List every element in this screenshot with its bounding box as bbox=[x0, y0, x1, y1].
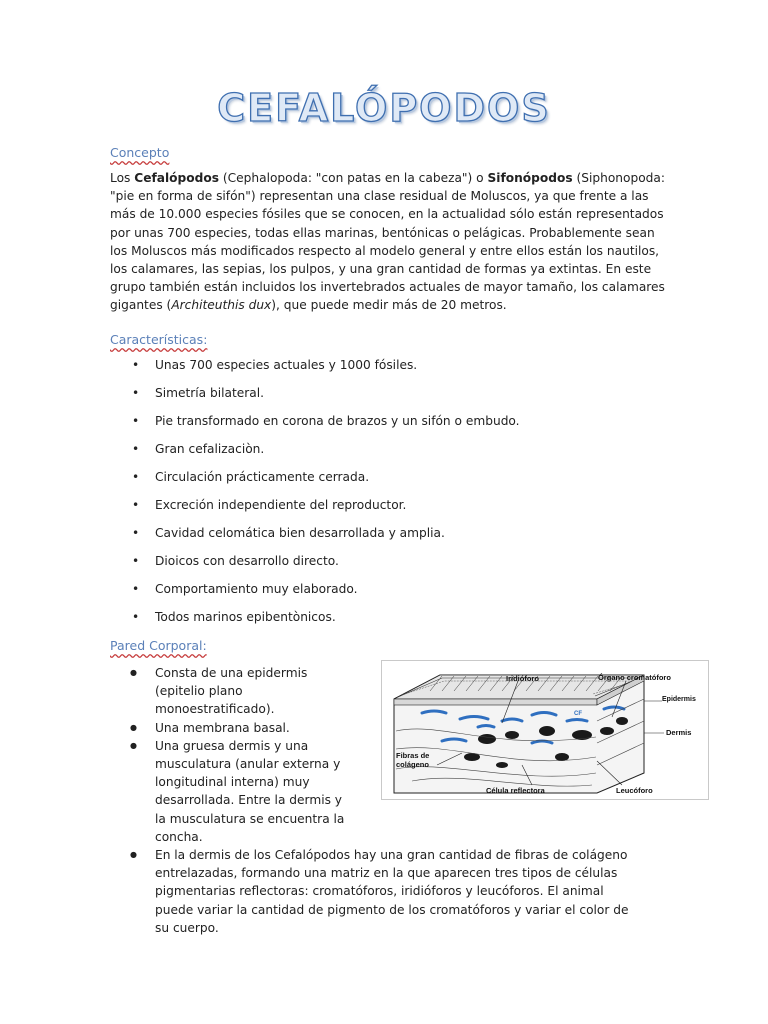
label-epidermis: Epidermis bbox=[662, 696, 696, 703]
list-item: ● Consta de una epidermis (epitelio plano monoestratificado). bbox=[110, 664, 355, 719]
heading-caracteristicas: Características: bbox=[110, 332, 208, 347]
page-title: CEFALÓPODOS bbox=[217, 86, 551, 130]
list-item: • Pie transformado en corona de brazos y un sifón o embudo. bbox=[110, 413, 520, 441]
label-organo-cromatoforo: Órgano cromatóforo bbox=[598, 673, 671, 682]
label-fibras-colageno: Fibras de colágeno bbox=[396, 751, 430, 769]
list-item: • Cavidad celomática bien desarrollada y amplia. bbox=[110, 525, 520, 553]
caracteristicas-list bbox=[110, 357, 520, 637]
term-sifonopodos: Sifonópodos bbox=[487, 171, 573, 185]
label-leucoforo: Leucóforo bbox=[616, 786, 653, 795]
label-cf: CF bbox=[574, 711, 582, 717]
list-item: • Comportamiento muy elaborado. bbox=[110, 581, 520, 609]
label-dermis: Dermis bbox=[666, 728, 692, 737]
concepto-paragraph: Los Cefalópodos (Cephalopoda: "con patas en la cabeza") o Sifonópodos (Siphonopoda: "pie en forma de sifón") representan una clase residual de Moluscos, ya que frente a las más de 10.000 especies fósiles que se conocen, en la actualidad sólo están representados por unas 700 especies, todas ellas marinas, bentónicas o pelágicas. Probablemente sean los Moluscos más modificados respecto al modelo general y entre ellos están los nautilos, los calamares, las sepias, los pulpos, y una gran cantidad de formas ya extintas. En este grupo también están incluidos los invertebrados actuales de mayor tamaño, los calamares gigantes (Architeuthis dux), que puede medir más de 20 metros. bbox=[110, 171, 665, 313]
list-item: • Gran cefalizaciòn. bbox=[110, 441, 520, 469]
label-iridioforo: Iridióforo bbox=[506, 674, 539, 683]
list-item: • Unas 700 especies actuales y 1000 fósiles. bbox=[110, 357, 520, 385]
list-item: • Excreción independiente del reproductor. bbox=[110, 497, 520, 525]
label-celula-reflectora: Célula reflectora bbox=[486, 786, 545, 795]
list-item: ● Una membrana basal. bbox=[110, 719, 355, 737]
list-item: • Circulación prácticamente cerrada. bbox=[110, 469, 520, 497]
list-item: • Dioicos con desarrollo directo. bbox=[110, 553, 520, 581]
list-item: ● En la dermis de los Cefalópodos hay una gran cantidad de fibras de colágeno entrelazadas, formando una matriz en la que aparecen tres tipos de células pigmentarias reflectoras: cromatóforos, iridióforos y leucóforos. El animal puede variar la cantidad de pigmento de los cromatóforos y variar el color de su cuerpo. bbox=[110, 846, 640, 937]
list-item: • Todos marinos epibentònicos. bbox=[110, 609, 520, 637]
body-wall-diagram bbox=[381, 660, 709, 800]
term-architeuthis: Architeuthis dux bbox=[171, 298, 272, 313]
list-item: ● Una gruesa dermis y una musculatura (anular externa y longitudinal interna) muy desarrollada. Entre la dermis y la musculatura se encuentra la concha. bbox=[110, 737, 355, 846]
term-cefalopodos: Cefalópodos bbox=[134, 171, 220, 185]
list-item: • Simetría bilateral. bbox=[110, 385, 520, 413]
heading-concepto: Concepto bbox=[110, 145, 170, 160]
heading-pared-corporal: Pared Corporal: bbox=[110, 638, 207, 653]
